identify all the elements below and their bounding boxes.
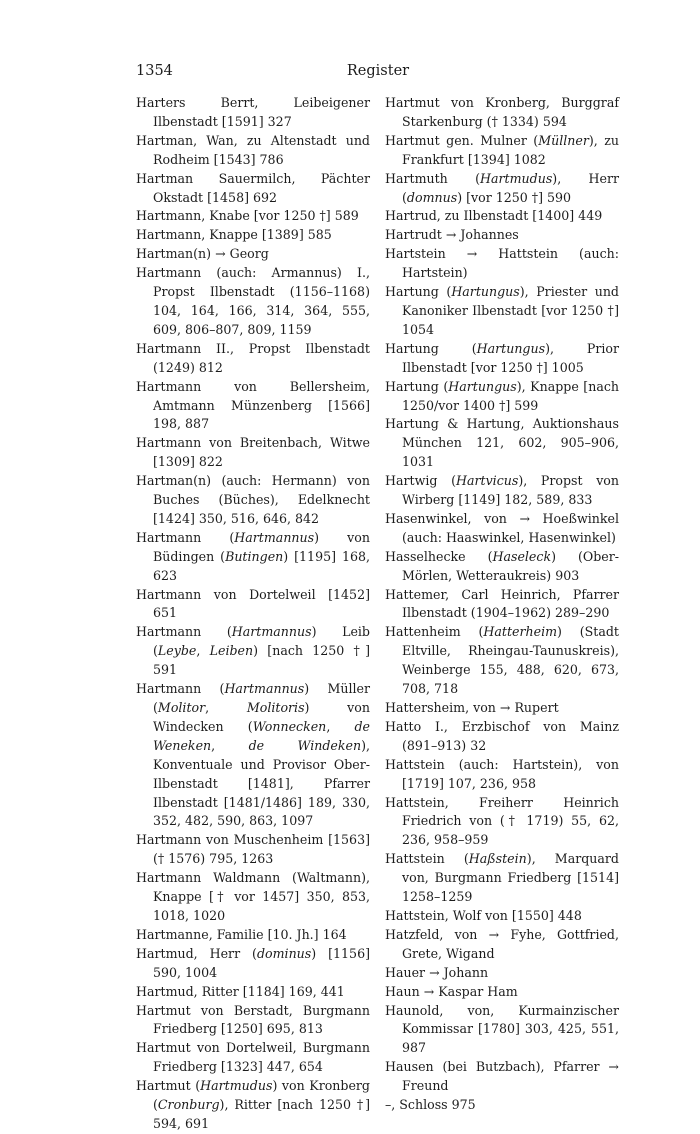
- index-entry-text: ) Leib (: [153, 624, 370, 659]
- index-entry: [385, 907, 619, 926]
- index-entry-text: Hartung (: [385, 340, 477, 356]
- index-entry-text: Hasenwinkel, von → Hoeßwinkel (auch: Haaswinkel, Hasenwinkel): [385, 510, 619, 545]
- index-entry-text: Hasselhecke (: [385, 548, 493, 564]
- index-entry-text: Hattstein (: [385, 851, 469, 867]
- index-entry-text: Hatzfeld, von → Fyhe, Gottfried, Grete, Wigand: [385, 926, 619, 961]
- index-entry-text: Hartmann von Breitenbach, Witwe [1309] 822: [136, 435, 370, 470]
- index-entry: [136, 529, 370, 586]
- index-entry-text: ), Konventuale und Provisor Ober-Ilbenstadt [1481], Pfarrer Ilbenstadt [1481/1486] 189, 330, 352, 482, 590, 863, 1097: [153, 737, 370, 829]
- index-entry: [385, 586, 619, 624]
- index-entry: [136, 1077, 370, 1134]
- index-entry-text: Hattersheim, von → Rupert: [385, 700, 559, 715]
- index-entry-text: Hartwig (: [385, 473, 456, 489]
- index-entry: [385, 699, 619, 718]
- index-entry: [385, 132, 619, 170]
- index-entry-text: ) [1156] 590, 1004: [153, 945, 370, 980]
- index-entry: [136, 264, 370, 340]
- index-entry-italic: Cronburg: [157, 1097, 220, 1113]
- index-entry: [136, 472, 370, 529]
- index-entry-italic: Leiben: [209, 643, 254, 659]
- index-entry-text: Hartmud, Herr (: [136, 945, 257, 961]
- index-entry: [385, 207, 619, 226]
- index-entry-italic: Müllner: [538, 132, 589, 148]
- index-entry-text: Hartmann von Muschenheim [1563] († 1576) 795, 1263: [136, 832, 370, 867]
- index-entry-text: Hauer → Johann: [385, 964, 489, 980]
- index-entry-text: Hattstein, Freiherr Heinrich Friedrich von († 1719) 55, 62, 236, 958–959: [385, 794, 619, 848]
- page-number: 1354: [136, 63, 173, 79]
- index-entry: [136, 1002, 370, 1040]
- index-entry: [385, 623, 619, 699]
- index-entry-text: ) (Stadt Eltville, Rheingau-Taunuskreis), Weinberge 155, 488, 620, 673, 708, 718: [402, 624, 619, 697]
- index-entry: [136, 207, 370, 226]
- index-entry-text: ), Propst von Wirberg [1149] 182, 589, 833: [402, 473, 619, 508]
- index-entry-text: Hattstein (auch: Hartstein), von [1719] 107, 236, 958: [385, 756, 619, 791]
- index-entry-text: ), Herr (: [402, 170, 619, 205]
- index-entry-text: ), zu Frankfurt [1394] 1082: [402, 132, 619, 167]
- index-entry-text: Hattstein, Wolf von [1550] 448: [385, 907, 582, 923]
- index-entry-italic: Leybe: [157, 643, 197, 659]
- index-entry-italic: Hartmudus: [480, 170, 553, 186]
- index-entry-text: Hartstein → Hattstein (auch: Hartstein): [385, 246, 619, 281]
- index-entry: [385, 964, 619, 983]
- index-entry-text: Hartman, Wan, zu Altenstadt und Rodheim [1543] 786: [136, 132, 370, 167]
- index-entry: [136, 170, 370, 208]
- index-entry: [385, 415, 619, 472]
- index-entry-italic: Molitoris: [246, 700, 305, 715]
- index-entry-text: Harters Berrt, Leibeigener Ilbenstadt [1591] 327: [136, 95, 370, 129]
- index-entry-italic: Hartmudus: [200, 1078, 273, 1094]
- index-entry-italic: Butingen: [225, 548, 284, 564]
- index-entry-italic: domnus: [406, 189, 458, 205]
- index-entry-text: Hartmann, Knabe [vor 1250 †] 589: [136, 208, 359, 224]
- index-entry-text: ,: [326, 718, 355, 734]
- index-entry-italic: Haseleck: [492, 548, 552, 564]
- index-entry: [385, 510, 619, 548]
- index-entry-italic: Wonnecken: [252, 718, 327, 734]
- index-entry: [385, 283, 619, 340]
- index-entry-text: Hartrudt → Johannes: [385, 227, 519, 243]
- index-entry: [385, 472, 619, 510]
- index-entry: [385, 548, 619, 586]
- index-entry-text: Hartmut von Berstadt, Burgmann Friedberg [1250] 695, 813: [136, 1002, 370, 1037]
- index-entry-italic: dominus: [256, 945, 312, 961]
- index-entry-text: ,: [205, 700, 247, 715]
- index-entry-text: ), Ritter [nach 1250 †] 594, 691: [153, 1097, 370, 1131]
- index-entry: [385, 1096, 619, 1115]
- index-entry: [136, 340, 370, 378]
- index-entry-italic: Hartmannus: [234, 529, 315, 545]
- index-entry-text: Hattemer, Carl Heinrich, Pfarrer Ilbenstadt (1904–1962) 289–290: [385, 586, 619, 621]
- index-entry: [385, 226, 619, 245]
- index-entry-text: Hartman(n) → Georg: [136, 246, 269, 262]
- index-entry-text: Hartmann (: [136, 681, 225, 697]
- index-entry: [385, 1002, 619, 1059]
- index-entry-text: Hatto I., Erzbischof von Mainz (891–913) 32: [385, 718, 619, 753]
- index-entry-text: ), Knappe [nach 1250/vor 1400 †] 599: [402, 378, 619, 413]
- index-entry-italic: Hartungus: [451, 284, 520, 300]
- index-entry-text: Hartmuth (: [385, 170, 481, 186]
- index-entry-text: Hartung (: [385, 378, 449, 394]
- index-entry: [385, 718, 619, 756]
- index-entry-text: Hartmann (: [136, 624, 232, 640]
- index-entry-text: ) [1195] 168, 623: [153, 548, 370, 583]
- index-entry: [385, 94, 619, 132]
- index-entry: [136, 94, 370, 132]
- index-entry: [385, 794, 619, 851]
- index-entry-italic: de Weneken: [153, 718, 370, 753]
- index-entry-italic: Hartvicus: [456, 473, 519, 489]
- index-entry-text: ), Prior Ilbenstadt [vor 1250 †] 1005: [402, 340, 619, 375]
- index-entry: [136, 1039, 370, 1077]
- index-entry-text: Hartmann II., Propst Ilbenstadt (1249) 812: [136, 340, 370, 375]
- index-entry-text: ,: [196, 643, 210, 659]
- index-entry-italic: de Windeken: [248, 737, 362, 753]
- index-entry: [136, 245, 370, 264]
- index-entry: [136, 434, 370, 472]
- index-entry-italic: Hatterheim: [483, 624, 558, 640]
- index-entry: [136, 945, 370, 983]
- index-entry-text: ) (Ober-Mörlen, Wetteraukreis) 903: [402, 548, 619, 583]
- index-entry-italic: Hartmannus: [231, 624, 312, 640]
- index-entry: [136, 680, 370, 831]
- index-entry: [136, 378, 370, 435]
- index-entry-text: Hartmut gen. Mulner (: [385, 132, 539, 148]
- index-entry-text: ) [nach 1250 †] 591: [153, 643, 370, 678]
- index-entry-text: ,: [211, 737, 249, 753]
- index-entry-text: ) von Büdingen (: [153, 529, 370, 564]
- index-entry-text: Hartmut von Kronberg, Burggraf Starkenburg († 1334) 594: [385, 95, 619, 129]
- index-entry-text: –, Schloss 975: [385, 1097, 476, 1113]
- index-entry: [136, 226, 370, 245]
- index-entry-text: Hartmanne, Familie [10. Jh.] 164: [136, 926, 347, 942]
- index-entry-text: ) von Windecken (: [153, 700, 370, 734]
- index-entry-text: Hartung (: [385, 284, 452, 300]
- index-entry-text: Hartmann von Bellersheim, Amtmann Münzenberg [1566] 198, 887: [136, 378, 370, 432]
- index-entry-text: Hartmann (auch: Armannus) I., Propst Ilbenstadt (1156–1168) 104, 164, 166, 314, 364, 555, 609, 806–807, 809, 1159: [136, 265, 370, 337]
- index-entry-text: Haunold, von, Kurmainzischer Kommissar [1780] 303, 425, 551, 987: [385, 1002, 619, 1056]
- index-entry-text: Hartman Sauermilch, Pächter Okstadt [1458] 692: [136, 170, 370, 205]
- index-entry-text: Hartmann, Knappe [1389] 585: [136, 227, 332, 243]
- index-column-left: [136, 94, 370, 1134]
- index-entry: [136, 983, 370, 1002]
- index-entry: [385, 245, 619, 283]
- index-entry: [385, 170, 619, 208]
- index-column-right: [385, 94, 619, 1115]
- running-title: Register: [346, 63, 410, 79]
- index-entry: [385, 1058, 619, 1096]
- index-entry-text: Hartmann von Dortelweil [1452] 651: [136, 586, 370, 621]
- index-entry: [136, 869, 370, 926]
- index-entry: [136, 132, 370, 170]
- index-entry: [385, 756, 619, 794]
- index-entry: [136, 831, 370, 869]
- index-entry-text: Hartrud, zu Ilbenstadt [1400] 449: [385, 208, 603, 224]
- index-entry-italic: Hartmannus: [224, 681, 305, 697]
- index-entry-italic: Haßstein: [468, 851, 527, 867]
- index-entry: [136, 926, 370, 945]
- page-header: [136, 62, 620, 80]
- index-entry-italic: Molitor: [157, 700, 206, 715]
- index-entry-text: Hartmann Waldmann (Waltmann), Knappe [† vor 1457] 350, 853, 1018, 1020: [136, 870, 370, 923]
- index-entry: [385, 850, 619, 907]
- index-entry-text: Hausen (bei Butzbach), Pfarrer → Freund: [385, 1059, 619, 1094]
- index-entry-text: ) [vor 1250 †] 590: [457, 189, 572, 205]
- index-entry: [385, 926, 619, 964]
- index-entry-text: ), Priester und Kanoniker Ilbenstadt [vor 1250 †] 1054: [402, 284, 619, 337]
- index-entry: [385, 983, 619, 1002]
- index-entry-italic: Hartungus: [448, 378, 517, 394]
- index-entry-text: Hartmut von Dortelweil, Burgmann Friedberg [1323] 447, 654: [136, 1040, 370, 1075]
- index-entry: [136, 586, 370, 624]
- index-entry: [385, 340, 619, 378]
- index-entry-text: ), Marquard von, Burgmann Friedberg [1514] 1258–1259: [402, 851, 619, 905]
- index-entry-text: Hartmut (: [136, 1078, 201, 1094]
- index-entry-text: ) von Kronberg (: [153, 1078, 370, 1113]
- index-entry-text: Hartmud, Ritter [1184] 169, 441: [136, 983, 345, 999]
- index-entry: [385, 378, 619, 416]
- index-entry-text: Hattenheim (: [385, 624, 484, 640]
- index-entry: [136, 623, 370, 680]
- index-entry-text: Hartung & Hartung, Auktionshaus München 121, 602, 905–906, 1031: [385, 416, 619, 470]
- index-entry-text: Hartman(n) (auch: Hermann) von Buches (Büches), Edelknecht [1424] 350, 516, 646, 842: [136, 473, 370, 526]
- index-entry-text: Haun → Kaspar Ham: [385, 983, 518, 999]
- index-entry-italic: Hartungus: [476, 340, 546, 356]
- index-entry-text: ) Müller (: [153, 681, 370, 715]
- index-entry-text: Hartmann (: [136, 529, 235, 545]
